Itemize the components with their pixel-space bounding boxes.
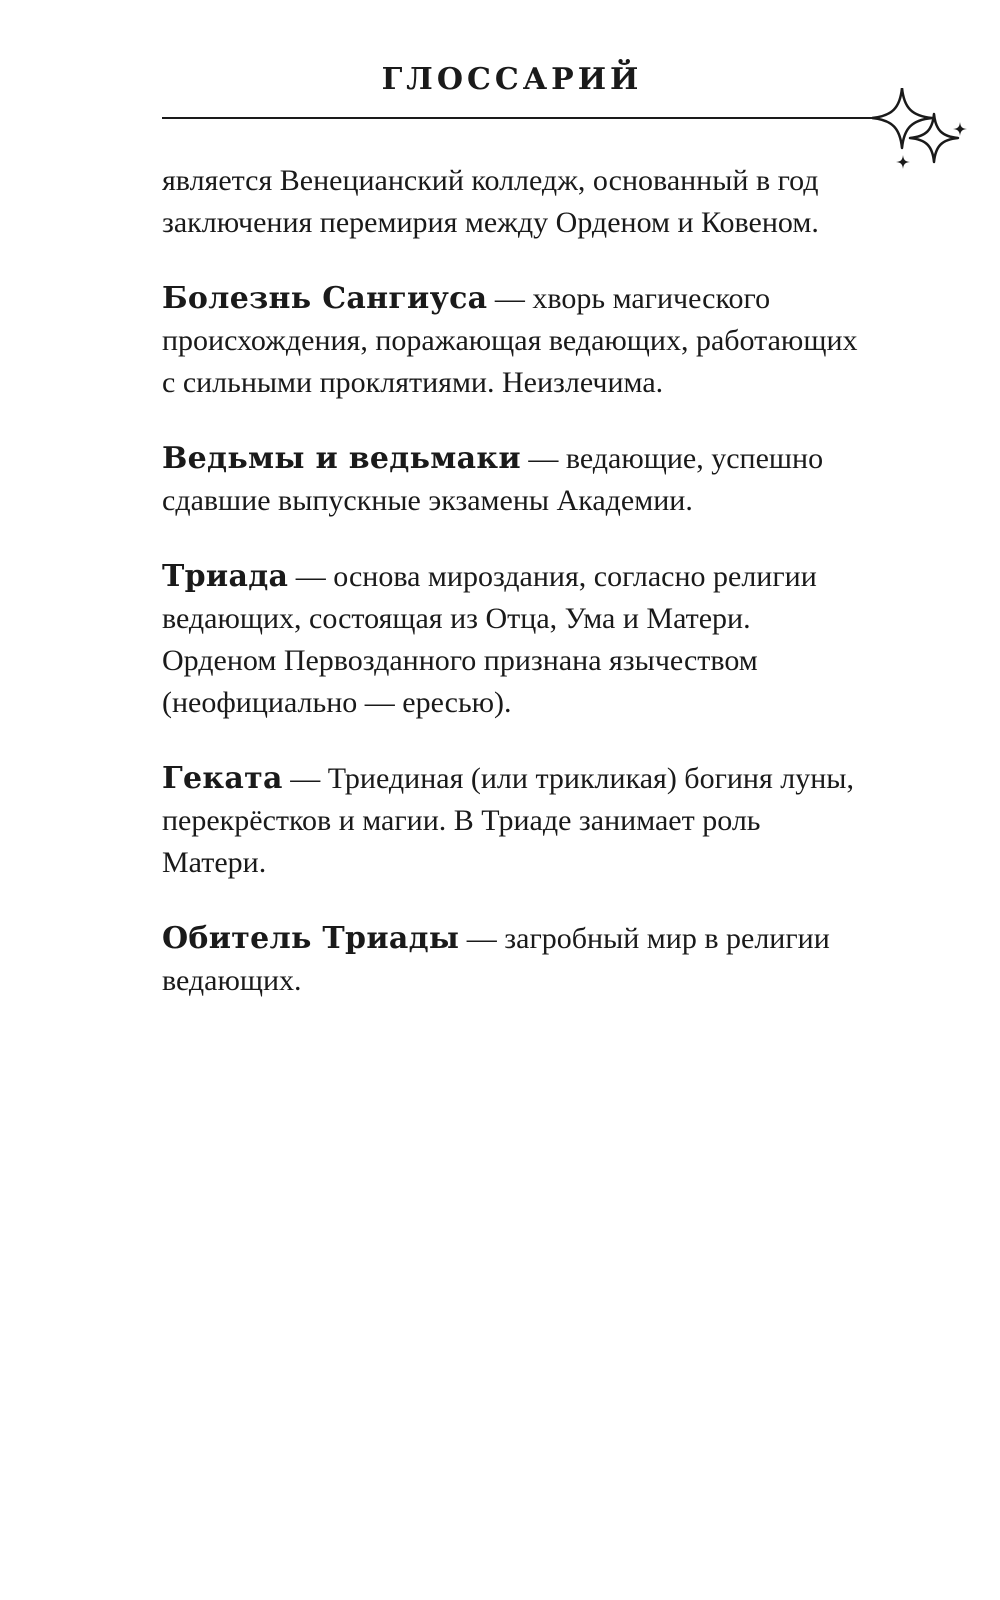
entry-definition: — загробный мир в религии ведающих. — [162, 922, 830, 997]
entry-definition: — основа мироздания, согласно религии ведающих, состоящая из Отца, Ума и Матери. Орденом Первозданного признана язычеством (неофициально — ересью). — [162, 560, 817, 719]
glossary-entry — [162, 438, 862, 522]
entry-definition: — Триединая (или трикликая) богиня луны, перекрёстков и магии. В Триаде занимает роль Матери. — [162, 762, 854, 879]
glossary-entry — [162, 758, 862, 884]
glossary-entry — [162, 918, 862, 1002]
entry-definition: — хворь магического происхождения, поражающая ведающих, работающих с сильными проклятиями. Неизлечима. — [162, 282, 858, 399]
small-star-icon — [953, 122, 967, 136]
entry-definition: — ведающие, успешно сдавшие выпускные экзамены Академии. — [162, 442, 824, 517]
glossary-entry — [162, 278, 862, 404]
glossary-entry — [162, 556, 862, 724]
glossary-content — [162, 160, 862, 1036]
entry-term: Болезнь Сангиуса — [162, 281, 488, 316]
sparkles-icon — [872, 88, 968, 180]
entry-term: Обитель Триады — [162, 921, 460, 956]
entry-term: Ведьмы и ведьмаки — [162, 441, 521, 476]
entry-term: Геката — [162, 761, 283, 796]
continuation-paragraph: является Венецианский колледж, основанный в год заключения перемирия между Орденом и Ковеном. — [162, 164, 819, 239]
header-rule — [162, 117, 876, 119]
large-star-icon — [872, 88, 932, 148]
tiny-star-icon — [896, 155, 910, 169]
entry-term: Триада — [162, 559, 289, 594]
running-title: ГЛОССАРИЙ — [381, 62, 643, 97]
